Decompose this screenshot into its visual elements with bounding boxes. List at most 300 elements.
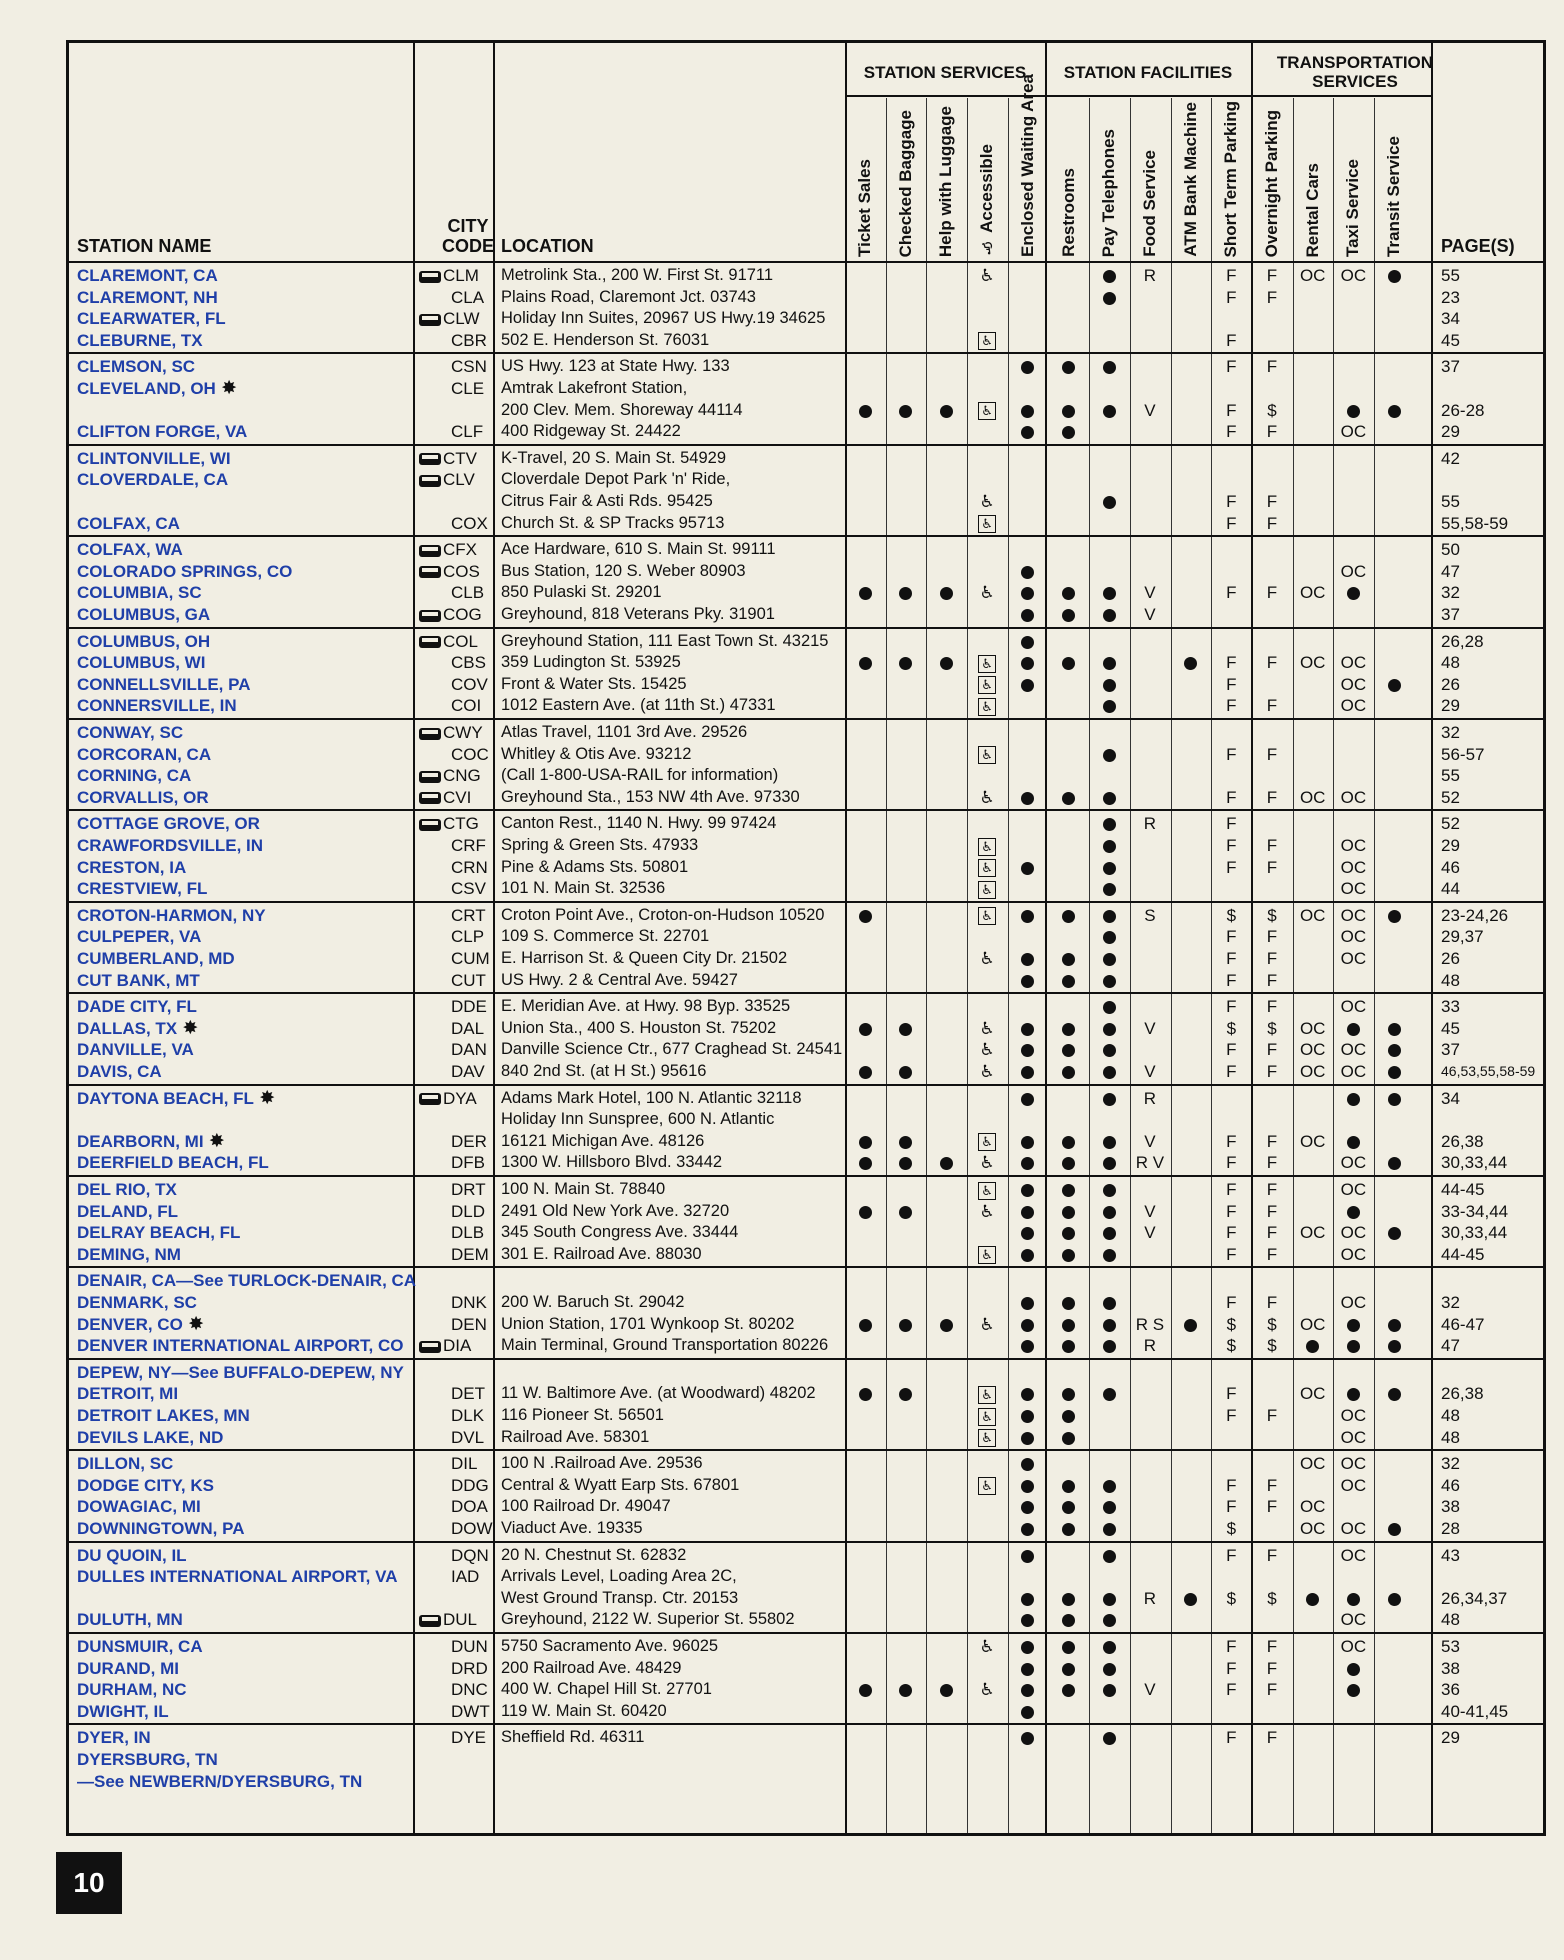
available-dot-icon (1021, 1593, 1034, 1606)
page-ref[interactable]: 46 (1441, 1475, 1460, 1495)
station-name[interactable]: CLAREMONT, NH (77, 287, 218, 307)
group-separator (69, 1449, 1543, 1451)
service-cell: F (1266, 696, 1278, 716)
station-name[interactable]: DEARBORN, MI ✸ (77, 1130, 225, 1152)
major-station-icon: ✸ (177, 1017, 199, 1039)
service-cell (1374, 674, 1414, 696)
page-ref[interactable]: 26,38 (1441, 1384, 1484, 1404)
city-code: COX (451, 513, 488, 533)
page-ref[interactable]: 56-57 (1441, 744, 1485, 764)
service-cell (886, 652, 926, 674)
available-dot-icon (1062, 953, 1075, 966)
station-name[interactable]: DELAND, FL (77, 1201, 179, 1221)
page-ref[interactable]: 29 (1441, 696, 1460, 716)
service-cell (1089, 948, 1129, 970)
available-dot-icon (1021, 1206, 1034, 1219)
station-location: 1012 Eastern Ave. (at 11th St.) 47331 (501, 696, 776, 715)
service-cell: OC (1299, 1519, 1326, 1538)
page-ref[interactable]: 37 (1441, 1040, 1460, 1060)
service-cell: F (1266, 1062, 1278, 1081)
station-location: Spring & Green Sts. 47933 (501, 836, 699, 854)
service-cell (967, 857, 1007, 879)
station-name[interactable]: DEPEW, NY—See BUFFALO-DEPEW, NY (77, 1362, 404, 1382)
city-code: DDG (451, 1475, 489, 1495)
available-dot-icon (899, 657, 912, 670)
service-cell: OC (1340, 696, 1367, 716)
service-cell (1008, 1427, 1048, 1449)
station-name[interactable]: DEERFIELD BEACH, FL (77, 1153, 269, 1173)
station-name[interactable]: DU QUOIN, IL (77, 1545, 187, 1565)
station-name[interactable]: DAVIS, CA (77, 1062, 162, 1081)
station-location: Greyhound Sta., 153 NW 4th Ave. 97330 (501, 787, 800, 806)
page-ref[interactable]: 47 (1441, 1336, 1460, 1356)
page-ref[interactable]: 36 (1441, 1680, 1460, 1700)
station-name[interactable]: DUNSMUIR, CA (77, 1637, 203, 1656)
station-name[interactable]: COLUMBIA, SC (77, 583, 202, 603)
thruway-bus-icon (419, 314, 441, 326)
table-row (69, 857, 1543, 879)
station-location: 2491 Old New York Ave. 32720 (501, 1201, 730, 1220)
station-name[interactable]: DULUTH, MN (77, 1610, 183, 1630)
service-cell: F (1266, 1497, 1278, 1517)
service-cell: OC (1299, 1131, 1326, 1151)
available-dot-icon (1062, 657, 1075, 670)
service-cell (1008, 970, 1048, 992)
available-dot-icon (1021, 609, 1034, 622)
service-cell (1008, 674, 1048, 696)
station-name[interactable]: DADE CITY, FL (77, 997, 197, 1017)
station-name[interactable]: CULPEPER, VA (77, 927, 202, 947)
available-dot-icon (859, 657, 872, 670)
group-separator (69, 1541, 1543, 1543)
table-row (69, 1314, 1543, 1336)
page-ref[interactable]: 55 (1441, 492, 1460, 511)
station-name[interactable]: DALLAS, TX ✸ (77, 1017, 199, 1039)
station-location: 20 N. Chestnut St. 62832 (501, 1545, 687, 1564)
column-header (1049, 101, 1089, 257)
station-name[interactable]: CLEVELAND, OH ✸ (77, 378, 238, 399)
service-cell (845, 1018, 885, 1040)
page-ref[interactable]: 32 (1441, 1454, 1460, 1474)
service-cell (967, 1179, 1007, 1201)
page-ref[interactable]: 45 (1441, 1018, 1460, 1038)
service-cell (1089, 1314, 1129, 1336)
station-name[interactable]: DENVER, CO ✸ (77, 1313, 204, 1335)
station-name[interactable]: CORVALLIS, OR (77, 787, 209, 807)
page-ref[interactable]: 44-45 (1441, 1180, 1485, 1199)
station-location: Adams Mark Hotel, 100 N. Atlantic 32118 (501, 1088, 802, 1107)
page-ref[interactable]: 26 (1441, 674, 1460, 694)
station-name[interactable]: CRESTON, IA (77, 857, 187, 877)
service-cell (1374, 1061, 1414, 1083)
station-name[interactable]: DAYTONA BEACH, FL ✸ (77, 1087, 276, 1109)
station-name[interactable]: COLFAX, WA (77, 540, 183, 560)
service-cell: F (1266, 836, 1278, 855)
station-name[interactable]: DANVILLE, VA (77, 1040, 194, 1060)
wheelchair-icon: ♿ (979, 787, 995, 807)
available-dot-icon (899, 1206, 912, 1219)
city-code: CLA (451, 287, 485, 307)
service-cell (1089, 287, 1129, 309)
service-cell: F (1226, 400, 1237, 420)
service-cell: R S (1135, 1314, 1165, 1334)
page-ref[interactable]: 29 (1441, 422, 1460, 442)
station-location: Holiday Inn Suites, 20967 US Hwy.19 34625 (501, 309, 826, 328)
station-name[interactable]: DENAIR, CA—See TURLOCK-DENAIR, CA (77, 1271, 417, 1291)
service-cell (1008, 905, 1048, 927)
page-ref[interactable]: 38 (1441, 1658, 1460, 1678)
station-name[interactable]: CONNELLSVILLE, PA (77, 674, 251, 694)
table-row (69, 878, 1543, 900)
service-cell (1089, 1518, 1129, 1540)
available-dot-icon (1306, 1340, 1319, 1353)
page-ref[interactable]: 30,33,44 (1441, 1153, 1508, 1173)
page-ref[interactable]: 26-28 (1441, 400, 1485, 420)
available-dot-icon (859, 1066, 872, 1079)
service-cell: V (1144, 583, 1156, 603)
service-cell (1008, 787, 1048, 809)
city-code: CSN (451, 357, 487, 377)
page-ref[interactable]: 26 (1441, 949, 1460, 968)
page-ref[interactable]: 42 (1441, 448, 1460, 468)
available-dot-icon (1062, 975, 1075, 988)
table-row (69, 1179, 1543, 1201)
service-cell (1049, 1222, 1089, 1244)
service-cell: F (1226, 970, 1237, 990)
page-ref[interactable]: 32 (1441, 1293, 1460, 1312)
city-code: DNC (451, 1680, 488, 1700)
service-cell (1008, 604, 1048, 626)
service-cell: F (1266, 1728, 1278, 1748)
available-dot-icon (1388, 1319, 1401, 1332)
city-code: COG (419, 604, 482, 626)
page-ref[interactable]: 29 (1441, 836, 1460, 855)
page-ref[interactable]: 40-41,45 (1441, 1701, 1509, 1721)
station-name[interactable]: CONNERSVILLE, IN (77, 696, 237, 716)
available-dot-icon (1388, 910, 1401, 923)
page-ref[interactable]: 47 (1441, 561, 1460, 581)
service-cell (1089, 582, 1129, 604)
available-dot-icon (1062, 1480, 1075, 1493)
page-ref[interactable]: 50 (1441, 540, 1460, 560)
available-dot-icon (899, 587, 912, 600)
table-row (69, 400, 1543, 422)
service-cell: F (1266, 970, 1278, 990)
station-location: Danville Science Ctr., 677 Craghead St. 24541 (501, 1040, 843, 1059)
page-ref[interactable]: 26,28 (1441, 631, 1484, 651)
table-row (69, 722, 1543, 744)
available-dot-icon (1347, 1593, 1360, 1606)
page-ref[interactable]: 53 (1441, 1637, 1460, 1656)
table-row (69, 1152, 1543, 1174)
major-station-icon: ✸ (182, 1313, 204, 1335)
page-ref[interactable]: 34 (1441, 1088, 1460, 1108)
service-cell (845, 1679, 885, 1701)
thruway-bus-icon (419, 771, 441, 783)
city-code: DFB (451, 1153, 485, 1173)
available-dot-icon (1021, 1136, 1034, 1149)
service-cell: OC (1340, 1610, 1367, 1630)
service-cell (1008, 1179, 1048, 1201)
station-name[interactable]: DYERSBURG, TN (77, 1750, 218, 1769)
service-cell (845, 582, 885, 604)
page-ref[interactable]: 44 (1441, 879, 1460, 899)
page-ref[interactable]: 23 (1441, 287, 1460, 307)
page-ref[interactable]: 33-34,44 (1441, 1201, 1509, 1221)
wheelchair-box-icon: ♿ (978, 1386, 996, 1404)
service-cell (967, 1383, 1007, 1405)
service-cell (1049, 604, 1089, 626)
station-name[interactable]: DENMARK, SC (77, 1293, 197, 1312)
available-dot-icon (899, 1319, 912, 1332)
city-code: COV (451, 674, 488, 694)
station-name[interactable]: COLFAX, CA (77, 513, 180, 533)
station-name[interactable]: COLUMBUS, WI (77, 653, 206, 673)
station-name[interactable]: DENVER INTERNATIONAL AIRPORT, CO (77, 1336, 404, 1356)
service-cell (1089, 813, 1129, 835)
service-cell (1089, 1088, 1129, 1110)
station-name[interactable]: CUT BANK, MT (77, 970, 200, 990)
station-location: Croton Point Ave., Croton-on-Hudson 10520 (501, 905, 825, 924)
station-name[interactable]: CONWAY, SC (77, 723, 184, 742)
city-code: CUT (451, 970, 486, 990)
station-name[interactable]: CORNING, CA (77, 766, 192, 786)
station-name[interactable]: CLOVERDALE, CA (77, 470, 229, 490)
available-dot-icon (1062, 1066, 1075, 1079)
station-name[interactable]: DYER, IN (77, 1728, 151, 1748)
page-ref[interactable]: 44-45 (1441, 1244, 1485, 1264)
page-ref[interactable]: 46,53,55,58-59 (1441, 1063, 1536, 1079)
page-ref[interactable]: 23-24,26 (1441, 905, 1509, 925)
station-name[interactable]: DULLES INTERNATIONAL AIRPORT, VA (77, 1567, 398, 1587)
page-ref[interactable]: 32 (1441, 583, 1460, 603)
page-ref[interactable]: 45 (1441, 330, 1460, 350)
station-location: Main Terminal, Ground Transportation 80226 (501, 1336, 829, 1355)
available-dot-icon (1021, 1044, 1034, 1057)
service-cell (1089, 744, 1129, 766)
page-ref[interactable]: 26,38 (1441, 1131, 1484, 1151)
city-code: DYE (451, 1728, 486, 1748)
service-cell (1008, 1609, 1048, 1631)
page-ref[interactable]: 34 (1441, 309, 1460, 329)
service-cell: OC (1340, 1223, 1367, 1243)
city-code: DRD (451, 1658, 488, 1678)
wheelchair-icon: ♿ (979, 266, 995, 285)
available-dot-icon (1388, 405, 1401, 418)
service-cell: F (1226, 287, 1237, 307)
station-name[interactable]: DODGE CITY, KS (77, 1475, 214, 1495)
page-ref[interactable]: 37 (1441, 357, 1460, 377)
available-dot-icon (1103, 679, 1116, 692)
table-row (69, 1727, 1543, 1749)
available-dot-icon (1184, 1319, 1197, 1332)
page-ref[interactable]: 30,33,44 (1441, 1223, 1508, 1243)
station-name[interactable]: COLUMBUS, OH (77, 631, 211, 651)
table-row (69, 1362, 1543, 1384)
service-cell: V (1144, 1062, 1156, 1081)
page-ref[interactable]: 55 (1441, 266, 1460, 285)
station-name[interactable]: DETROIT LAKES, MN (77, 1406, 250, 1425)
service-cell (1049, 1018, 1089, 1040)
available-dot-icon (1021, 1340, 1034, 1353)
station-name[interactable]: CRAWFORDSVILLE, IN (77, 836, 264, 855)
city-code: DWT (451, 1701, 490, 1721)
service-cell (1008, 1292, 1048, 1314)
station-name[interactable]: CLEMSON, SC (77, 357, 196, 377)
station-location: 200 Clev. Mem. Shoreway 44114 (501, 400, 743, 419)
service-cell (1008, 1039, 1048, 1061)
page-ref[interactable]: 48 (1441, 1427, 1460, 1447)
station-name[interactable]: COLORADO SPRINGS, CO (77, 561, 293, 581)
page-ref[interactable]: 52 (1441, 814, 1460, 834)
service-cell (1049, 1335, 1089, 1357)
service-cell (1049, 1496, 1089, 1518)
page-ref[interactable]: 48 (1441, 653, 1460, 673)
station-name[interactable]: DILLON, SC (77, 1454, 174, 1474)
available-dot-icon (1103, 657, 1116, 670)
page-ref[interactable]: 55,58-59 (1441, 513, 1509, 533)
page-ref[interactable]: 48 (1441, 1406, 1460, 1425)
page-ref[interactable]: 43 (1441, 1545, 1460, 1565)
station-location: Church St. & SP Tracks 95713 (501, 513, 725, 532)
service-cell: OC (1340, 653, 1367, 673)
station-name[interactable]: DEVILS LAKE, ND (77, 1427, 224, 1447)
station-name[interactable]: DEL RIO, TX (77, 1180, 177, 1199)
station-name[interactable]: CUMBERLAND, MD (77, 949, 235, 968)
available-dot-icon (940, 405, 953, 418)
available-dot-icon (940, 1157, 953, 1170)
station-name[interactable]: DURAND, MI (77, 1658, 179, 1678)
column-header (1374, 101, 1414, 257)
service-cell: $ (1267, 905, 1277, 925)
service-cell: F (1266, 422, 1278, 442)
page-ref[interactable]: 29 (1441, 1728, 1460, 1748)
table-row (69, 1292, 1543, 1314)
wheelchair-box-icon: ♿ (978, 746, 996, 764)
available-dot-icon (1103, 1157, 1116, 1170)
station-name[interactable]: CLAREMONT, CA (77, 266, 218, 285)
city-code: DYA (419, 1088, 477, 1110)
service-cell (1089, 1292, 1129, 1314)
service-cell (1049, 1518, 1089, 1540)
available-dot-icon (1347, 1093, 1360, 1106)
page-ref[interactable]: 38 (1441, 1497, 1460, 1517)
header-city-code-text: CITY CODE (441, 216, 494, 256)
page-ref[interactable]: 52 (1441, 787, 1460, 807)
station-name[interactable]: CLINTONVILLE, WI (77, 448, 231, 468)
table-row (69, 491, 1543, 513)
service-cell: V (1144, 400, 1156, 420)
city-code: CNG (419, 765, 481, 787)
station-name[interactable]: CLEBURNE, TX (77, 330, 203, 350)
service-cell: F (1226, 330, 1237, 350)
service-cell: OC (1340, 1040, 1367, 1060)
station-name[interactable]: DWIGHT, IL (77, 1701, 169, 1721)
available-dot-icon (940, 1684, 953, 1697)
service-cell: F (1226, 1384, 1237, 1404)
page-ref[interactable]: 48 (1441, 970, 1460, 990)
station-location: Cloverdale Depot Park 'n' Ride, (501, 470, 731, 489)
available-dot-icon (1388, 1593, 1401, 1606)
available-dot-icon (1103, 1663, 1116, 1676)
page-ref[interactable]: 28 (1441, 1519, 1460, 1538)
available-dot-icon (1103, 1319, 1116, 1332)
page-ref[interactable]: 37 (1441, 605, 1460, 624)
available-dot-icon (1021, 1410, 1034, 1423)
available-dot-icon (1021, 1480, 1034, 1493)
service-cell (1333, 400, 1373, 422)
service-cell: OC (1340, 927, 1367, 947)
available-dot-icon (1347, 587, 1360, 600)
service-cell (1089, 400, 1129, 422)
station-name[interactable]: DEMING, NM (77, 1244, 181, 1264)
service-cell (967, 674, 1007, 696)
page-ref[interactable]: 46 (1441, 857, 1460, 877)
station-name[interactable]: —See NEWBERN/DYERSBURG, TN (77, 1771, 363, 1791)
station-name[interactable]: CRESTVIEW, FL (77, 879, 208, 899)
city-code: CBR (451, 330, 487, 350)
available-dot-icon (1347, 1684, 1360, 1697)
service-cell (1049, 1636, 1089, 1658)
page-ref[interactable]: 32 (1441, 723, 1460, 742)
service-cell (967, 513, 1007, 535)
group-separator (69, 1723, 1543, 1725)
station-name[interactable]: CLEARWATER, FL (77, 309, 226, 329)
service-cell (1008, 1201, 1048, 1223)
page-ref[interactable]: 55 (1441, 766, 1460, 786)
available-dot-icon (859, 1206, 872, 1219)
station-location: Ace Hardware, 610 S. Main St. 99111 (501, 540, 776, 559)
table-row (69, 674, 1543, 696)
station-name[interactable]: COLUMBUS, GA (77, 605, 211, 624)
service-cell: OC (1340, 1519, 1367, 1538)
header-station-name: STATION NAME (77, 236, 212, 256)
service-cell (1008, 1018, 1048, 1040)
service-cell (1049, 1588, 1089, 1610)
page-ref[interactable]: 29,37 (1441, 927, 1484, 947)
page-ref[interactable]: 33 (1441, 997, 1460, 1017)
station-name[interactable]: COTTAGE GROVE, OR (77, 814, 260, 834)
group-station-services: STATION SERVICES (863, 62, 1027, 82)
service-cell: F (1226, 1728, 1237, 1748)
station-name[interactable]: CROTON-HARMON, NY (77, 905, 266, 925)
service-cell (967, 1244, 1007, 1266)
available-dot-icon (1347, 1319, 1360, 1332)
service-cell (1089, 1018, 1129, 1040)
service-cell: F (1226, 744, 1237, 764)
page-ref[interactable]: 46-47 (1441, 1314, 1485, 1334)
station-name[interactable]: DURHAM, NC (77, 1680, 187, 1700)
station-location: Plains Road, Claremont Jct. 03743 (501, 287, 756, 306)
page-ref[interactable]: 26,34,37 (1441, 1588, 1508, 1608)
station-name[interactable]: DOWNINGTOWN, PA (77, 1519, 245, 1538)
table-row (69, 561, 1543, 583)
service-cell (1374, 1152, 1414, 1174)
group-separator (69, 535, 1543, 537)
station-name[interactable]: CORCORAN, CA (77, 744, 212, 764)
station-name[interactable]: CLIFTON FORGE, VA (77, 422, 248, 442)
station-name[interactable]: DELRAY BEACH, FL (77, 1223, 241, 1243)
page-ref[interactable]: 48 (1441, 1610, 1460, 1630)
city-code: CLE (451, 379, 485, 398)
service-cell: F (1226, 1223, 1237, 1243)
available-dot-icon (1103, 1388, 1116, 1401)
service-cell: F (1266, 1153, 1278, 1173)
station-name[interactable]: DOWAGIAC, MI (77, 1497, 201, 1517)
service-cell (845, 1383, 885, 1405)
service-cell (1089, 1588, 1129, 1610)
station-name[interactable]: DETROIT, MI (77, 1384, 179, 1404)
